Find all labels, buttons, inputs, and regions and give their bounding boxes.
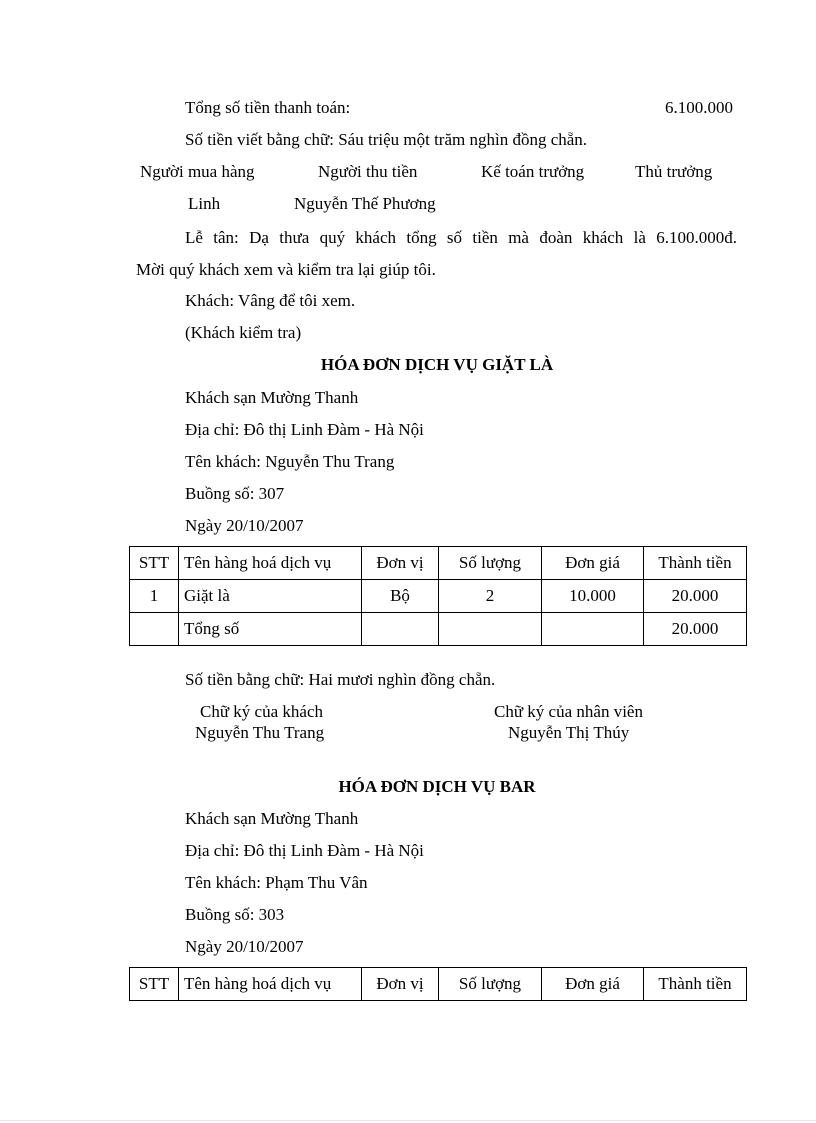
col-item: Tên hàng hoá dịch vụ: [179, 547, 362, 580]
bar-guest-name: Tên khách: Phạm Thu Vân: [185, 873, 368, 892]
laundry-in-words: Số tiền bằng chữ: Hai mươi nghìn đồng chẵn.: [185, 670, 496, 689]
laundry-invoice-title: HÓA ĐƠN DỊCH VỤ GIẶT LÀ: [320, 355, 554, 374]
cell-unit-price: 10.000: [542, 580, 644, 613]
bar-invoice-table: [129, 967, 747, 1001]
table-row: [130, 580, 747, 613]
receptionist-line: Lễ tân: Dạ thưa quý khách tổng số tiền mà đoàn khách là 6.100.000đ.: [185, 228, 737, 247]
role-cashier: Người thu tiền: [318, 162, 418, 181]
name-buyer: Linh: [188, 194, 221, 213]
receptionist-line-continued: Mời quý khách xem và kiểm tra lại giúp tôi.: [136, 260, 436, 279]
col-amount: Thành tiền: [644, 547, 747, 580]
laundry-invoice-table: [129, 546, 747, 646]
payment-total-row: [185, 98, 733, 118]
laundry-address: Địa chỉ: Đô thị Linh Đàm - Hà Nội: [185, 420, 424, 439]
cell-item: Tổng số: [179, 613, 362, 646]
cell-quantity: [439, 613, 542, 646]
page-bottom-edge: [0, 1120, 816, 1121]
bar-hotel: Khách sạn Mường Thanh: [185, 809, 359, 828]
cell-unit: Bộ: [362, 580, 439, 613]
col-unit-price: Đơn giá: [542, 547, 644, 580]
guest-signature-name: Nguyễn Thu Trang: [195, 723, 325, 742]
laundry-guest-name: Tên khách: Nguyễn Thu Trang: [185, 452, 395, 471]
guest-reply: Khách: Vâng để tôi xem.: [185, 291, 356, 310]
staff-signature-name: Nguyễn Thị Thúy: [508, 723, 630, 742]
col-amount: Thành tiền: [644, 968, 747, 1001]
role-buyer: Người mua hàng: [140, 162, 255, 181]
guest-signature-label: Chữ ký của khách: [200, 702, 323, 721]
col-unit-price: Đơn giá: [542, 968, 644, 1001]
stage-direction: (Khách kiểm tra): [185, 323, 302, 342]
col-unit: Đơn vị: [362, 547, 439, 580]
col-stt: STT: [130, 547, 179, 580]
laundry-hotel: Khách sạn Mường Thanh: [185, 388, 359, 407]
col-stt: STT: [130, 968, 179, 1001]
cell-stt: 1: [130, 580, 179, 613]
col-item: Tên hàng hoá dịch vụ: [179, 968, 362, 1001]
table-total-row: [130, 613, 747, 646]
payment-total-value: 6.100.000: [665, 98, 733, 117]
cell-item: Giặt là: [179, 580, 362, 613]
bar-room: Buồng số: 303: [185, 905, 285, 924]
col-unit: Đơn vị: [362, 968, 439, 1001]
bar-address: Địa chỉ: Đô thị Linh Đàm - Hà Nội: [185, 841, 424, 860]
table-header-row: [130, 968, 747, 1001]
cell-unit: [362, 613, 439, 646]
laundry-date: Ngày 20/10/2007: [185, 516, 304, 535]
table-header-row: [130, 547, 747, 580]
cell-amount: 20.000: [644, 613, 747, 646]
name-cashier: Nguyễn Thế Phương: [294, 194, 436, 213]
payment-in-words: Số tiền viết bằng chữ: Sáu triệu một trăm nghìn đồng chẵn.: [185, 130, 588, 149]
bar-invoice-title: HÓA ĐƠN DỊCH VỤ BAR: [338, 777, 536, 796]
col-quantity: Số lượng: [439, 968, 542, 1001]
role-director: Thủ trưởng: [635, 162, 713, 181]
signature-roles-row: [0, 162, 816, 182]
col-quantity: Số lượng: [439, 547, 542, 580]
laundry-room: Buồng số: 307: [185, 484, 285, 503]
signature-names-row: [0, 194, 816, 214]
cell-unit-price: [542, 613, 644, 646]
role-chief-accountant: Kế toán trưởng: [481, 162, 585, 181]
cell-amount: 20.000: [644, 580, 747, 613]
bar-date: Ngày 20/10/2007: [185, 937, 304, 956]
cell-quantity: 2: [439, 580, 542, 613]
payment-total-label: Tổng số tiền thanh toán:: [185, 98, 351, 117]
cell-stt: [130, 613, 179, 646]
staff-signature-label: Chữ ký của nhân viên: [494, 702, 643, 721]
